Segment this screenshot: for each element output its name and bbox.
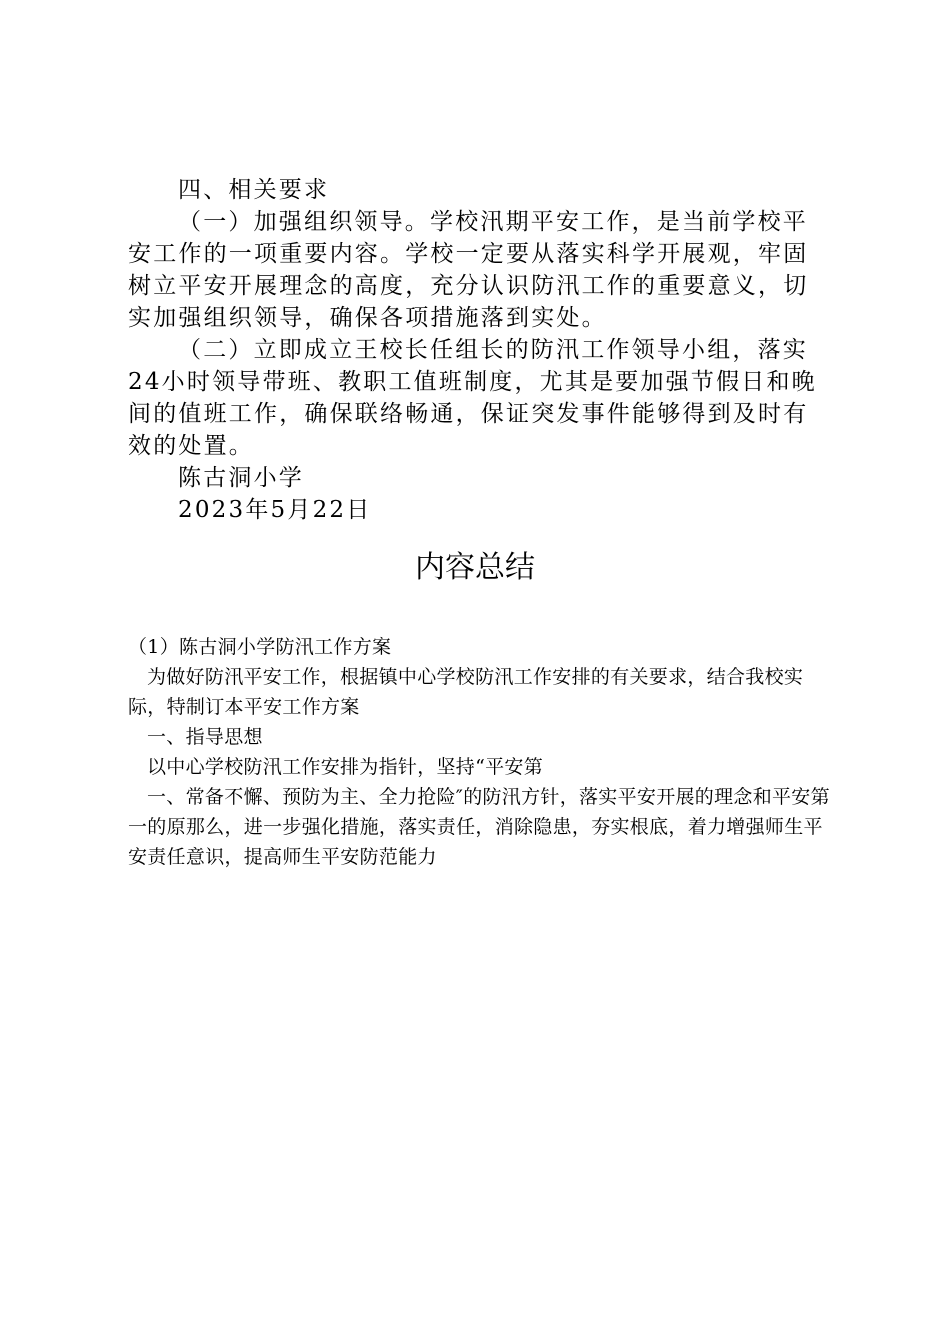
requirements-section [128, 174, 822, 526]
paragraph-organization: （一）加强组织领导。学校汛期平安工作，是当前学校平安工作的一项重要内容。学校一定要从落实科学开展观，牢固树立平安开展理念的高度，充分认识防汛工作的重要意义，切实加强组织领导，确保各项措施落到实处。 [128, 209, 809, 331]
signature-school: 陈古洞小学 [178, 465, 304, 491]
summary-paragraph: 一、常备不懈、预防为主、全力抢险″的防汛方针，落实平安开展的理念和平安第一的原那么，进一步强化措施，落实责任，消除隐患，夯实根底，着力增强师生平安责任意识，提高师生平安防范能力 [128, 786, 830, 868]
summary-title: 内容总结 [415, 550, 535, 585]
summary-heading: 一、指导思想 [147, 726, 263, 748]
signature-date: 2023年5月22日 [178, 497, 372, 523]
summary-section [128, 632, 840, 872]
summary-intro: 为做好防汛平安工作，根据镇中心学校防汛工作安排的有关要求，结合我校实际，特制订本平安工作方案 [128, 666, 804, 718]
paragraph-leadership-group: （二）立即成立王校长任组长的防汛工作领导小组，落实24小时领导带班、教职工值班制度，尤其是要加强节假日和晚间的值班工作，确保联络畅通，保证突发事件能够得到及时有效的处置。 [128, 337, 817, 459]
section-heading: 四、相关要求 [178, 177, 330, 203]
summary-line: 以中心学校防汛工作安排为指针，坚持“平安第 [147, 756, 544, 778]
summary-item-title: （1）陈古洞小学防汛工作方案 [128, 636, 392, 658]
